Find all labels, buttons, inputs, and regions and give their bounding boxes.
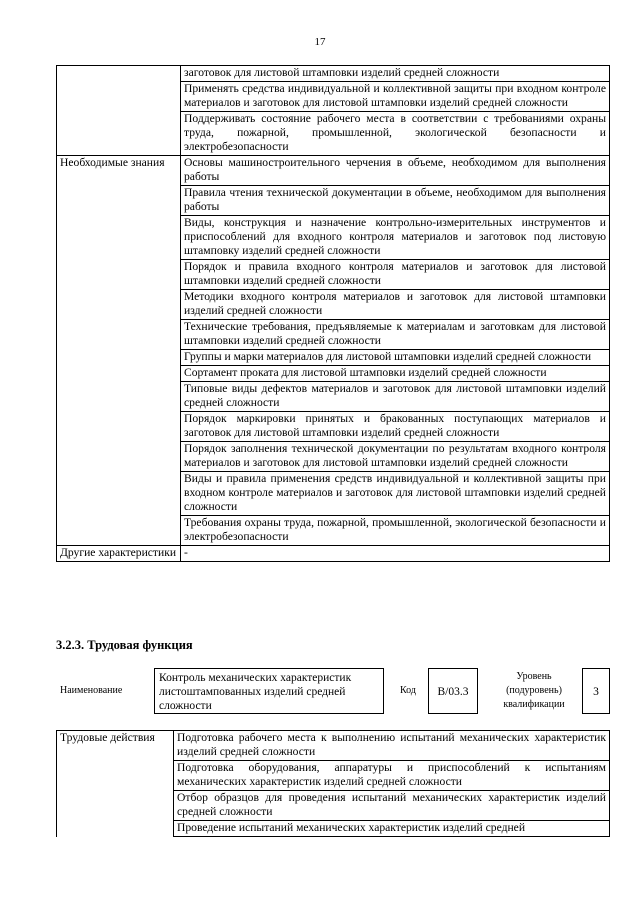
table-row xyxy=(57,791,610,821)
table-row xyxy=(57,260,610,290)
skill-cell: заготовок для листовой штамповки изделий средней сложности xyxy=(181,66,610,82)
page-number: 17 xyxy=(314,36,326,48)
table-row xyxy=(57,382,610,412)
table-row xyxy=(57,366,610,382)
skill-cell: Применять средства индивидуальной и коллективной защиты при входном контроле материалов и заготовок для листовой штамповки изделий средней сложности xyxy=(181,82,610,112)
name-label: Наименование xyxy=(60,685,123,696)
knowledge-cell: Группы и марки материалов для листовой штамповки изделий средней сложности xyxy=(181,350,610,366)
section-heading: 3.2.3. Трудовая функция xyxy=(56,638,193,652)
table-row xyxy=(57,82,610,112)
table-row xyxy=(57,516,610,546)
table-row xyxy=(57,761,610,791)
labor-actions-label: Трудовые действия xyxy=(57,731,174,761)
table-row xyxy=(57,156,610,186)
action-cell: Проведение испытаний механических характеристик изделий средней xyxy=(174,821,610,837)
action-cell: Подготовка рабочего места к выполнению испытаний механических характеристик изделий средней сложности xyxy=(174,731,610,761)
code-label: Код xyxy=(400,685,416,696)
knowledge-cell: Виды, конструкция и назначение контрольно-измерительных инструментов и приспособлений для входного контроля материалов и заготовок под листовую штамповку изделий средней сложности xyxy=(181,216,610,260)
knowledge-cell: Типовые виды дефектов материалов и заготовок для листовой штамповки изделий средней сложности xyxy=(181,382,610,412)
table-row xyxy=(57,472,610,516)
table-row xyxy=(57,66,610,82)
action-cell: Отбор образцов для проведения испытаний механических характеристик изделий средней сложности xyxy=(174,791,610,821)
code-value: B/03.3 xyxy=(428,668,478,714)
competency-table xyxy=(56,65,610,562)
level-value: 3 xyxy=(582,668,610,714)
labor-actions-table xyxy=(56,730,610,837)
table-row xyxy=(57,821,610,837)
table-row xyxy=(57,112,610,156)
skills-label-cell xyxy=(57,66,181,82)
knowledge-cell: Сортамент проката для листовой штамповки изделий средней сложности xyxy=(181,366,610,382)
knowledge-cell: Правила чтения технической документации в объеме, необходимом для выполнения работы xyxy=(181,186,610,216)
table-row xyxy=(57,186,610,216)
labor-function-header xyxy=(56,668,610,718)
name-value: Контроль механических характеристик листоштампованных изделий средней сложности xyxy=(154,668,384,714)
skill-cell: Поддерживать состояние рабочего места в соответствии с требованиями охраны труда, пожарной, промышленной, экологической безопасности и электробезопасности xyxy=(181,112,610,156)
table-row xyxy=(57,412,610,442)
table-row xyxy=(57,320,610,350)
knowledge-cell: Виды и правила применения средств индивидуальной и коллективной защиты при входном контроле материалов и заготовок для листовой штамповки изделий средней сложности xyxy=(181,472,610,516)
knowledge-cell: Порядок маркировки принятых и бракованных поступающих материалов и заготовок для листовой штамповки изделий средней сложности xyxy=(181,412,610,442)
table-row xyxy=(57,442,610,472)
level-label: Уровень (подуровень) квалификации xyxy=(503,671,565,710)
knowledge-cell: Порядок и правила входного контроля материалов и заготовок для листовой штамповки изделий средней сложности xyxy=(181,260,610,290)
table-row xyxy=(57,216,610,260)
action-cell: Подготовка оборудования, аппаратуры и приспособлений к испытаниям механических характеристик изделий средней сложности xyxy=(174,761,610,791)
table-row xyxy=(57,731,610,761)
knowledge-cell: Методики входного контроля материалов и заготовок для листовой штамповки изделий средней сложности xyxy=(181,290,610,320)
table-row xyxy=(57,290,610,320)
table-row xyxy=(57,546,610,562)
knowledge-cell: Технические требования, предъявляемые к материалам и заготовкам для листовой штамповки изделий средней сложности xyxy=(181,320,610,350)
other-characteristics-label: Другие характеристики xyxy=(57,546,181,562)
knowledge-cell: Требования охраны труда, пожарной, промышленной, экологической безопасности и электробезопасности xyxy=(181,516,610,546)
knowledge-cell: Порядок заполнения технической документации по результатам входного контроля материалов и заготовок для листовой штамповки изделий средней сложности xyxy=(181,442,610,472)
knowledge-cell: Основы машиностроительного черчения в объеме, необходимом для выполнения работы xyxy=(181,156,610,186)
table-row xyxy=(57,350,610,366)
knowledge-label: Необходимые знания xyxy=(57,156,181,186)
other-characteristics-value: - xyxy=(181,546,610,562)
